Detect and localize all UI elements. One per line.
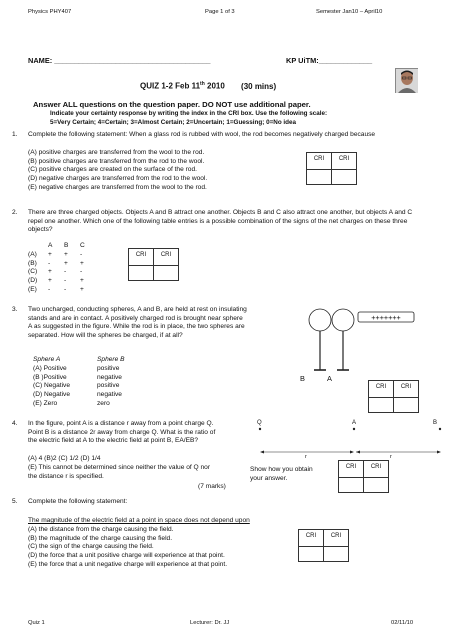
header-semester: Semester Jan10 – April10 <box>316 9 383 15</box>
arrow-head <box>350 451 354 454</box>
q2-cri-label-1: CRI <box>129 249 154 266</box>
q3-col-a: Sphere A <box>33 356 61 363</box>
q1-stem: Complete the following statement: When a glass rod is rubbed with wool, the rod becomes negatively charged because <box>28 131 376 138</box>
sphere-b <box>309 309 331 331</box>
point-b-dot <box>439 428 441 430</box>
q3-number: 3. <box>12 306 18 313</box>
q3-option: (D) Negative negative <box>33 391 122 399</box>
q1-option-c: (C) positive charges are created on the surface of the rod. <box>28 166 197 174</box>
q2-row: (C) + - - <box>28 268 83 276</box>
q4-show-work: Show how you obtain your answer. <box>250 466 313 482</box>
q4-marks: (7 marks) <box>198 483 226 490</box>
q4-label-q: Q <box>257 420 262 426</box>
arrow-head <box>260 451 264 454</box>
charge-q-dot <box>259 428 261 430</box>
q5-option-e: (E) the force that a unit negative charge will experience at that point. <box>28 560 228 568</box>
instruction-cri: Indicate your certainty response by writing the index in the CRI box. Use the following scale: <box>50 110 328 117</box>
q4-number: 4. <box>12 420 18 427</box>
name-field-label: NAME: ______________________________________ <box>28 56 211 65</box>
arrow-head <box>356 451 360 454</box>
q4-label-b: B <box>433 420 438 426</box>
q2-sign-table <box>28 242 96 295</box>
q2-col-c: C <box>80 242 85 249</box>
q4-cri-input-1[interactable] <box>339 478 364 493</box>
q2-row: (D) + - + <box>28 277 84 285</box>
header-page: Page 1 of 3 <box>205 9 235 15</box>
q2-number: 2. <box>12 209 18 216</box>
q1-number: 1. <box>12 131 18 138</box>
q1-cri-label-1: CRI <box>307 153 332 170</box>
q3-cri-box <box>368 380 419 413</box>
q2-cri-label-2: CRI <box>154 249 179 266</box>
q2-stem: There are three charged objects. Objects A and B attract one another. Objects B and C also attract one another, but objects A and C repel one another. Which one of the following table entries is a possible combination of the signs of the net charges on these three objects? <box>28 209 413 234</box>
q5-cri-label-2: CRI <box>324 530 349 547</box>
q3-spheres-figure <box>290 300 450 380</box>
q3-stem: Two uncharged, conducting spheres, A and B, are held at rest on insulating stands and are in contact. A positively charged rod is brought near sphere A as suggested in the figure. While the rod is in place, the two spheres are separated. How will the spheres be charged, if at all? <box>28 306 247 340</box>
q2-col-b: B <box>64 242 69 249</box>
q4-stem: In the figure, point A is a distance r away from a point charge Q. Point B is a distance 2r away from charge Q. What is the ratio of the electric field at A to the electric field at point B, EA/EB? <box>28 420 216 445</box>
q2-col-a: A <box>48 242 53 249</box>
q5-option-a: (A) the distance from the charge causing the field. <box>28 526 174 533</box>
q3-label-a: A <box>327 374 332 383</box>
certainty-scale: 5=Very Certain; 4=Certain; 3=Almost Certain; 2=Uncertain; 1=Guessing; 0=No idea <box>50 119 297 126</box>
q5-option-c: (C) the sign of the charge causing the field. <box>28 543 154 551</box>
q5-option-b: (B) the magnitude of the charge causing the field. <box>28 534 173 542</box>
q5-option-d: (D) the force that a unit positive charge will experience at that point. <box>28 552 225 560</box>
footer-left: Quiz 1 <box>28 620 45 626</box>
q3-option: (B )Positive negative <box>33 373 122 381</box>
q2-cri-input-1[interactable] <box>129 266 154 281</box>
q4-label-r1: r <box>305 454 307 460</box>
q5-cri-label-1: CRI <box>299 530 324 547</box>
q4-cri-input-2[interactable] <box>364 478 389 493</box>
q4-cri-label-2: CRI <box>364 461 389 478</box>
q2-row: (B) - + + <box>28 259 84 267</box>
quiz-duration: (30 mins) <box>241 81 277 91</box>
q5-options <box>28 526 328 570</box>
q5-cri-input-1[interactable] <box>299 547 324 562</box>
q4-cri-label-1: CRI <box>339 461 364 478</box>
q3-option: (A) Positive positive <box>33 365 120 372</box>
q1-option-a: (A) positive charges are transferred from the wool to the rod. <box>28 149 205 156</box>
portrait-icon <box>396 69 418 93</box>
q4-label-r2: r <box>390 454 392 460</box>
q3-col-b: Sphere B <box>97 356 125 363</box>
quiz-title-year: 2010 <box>204 81 225 91</box>
q5-number: 5. <box>12 498 18 505</box>
q3-label-b: B <box>300 374 305 383</box>
q3-options <box>33 365 163 409</box>
footer-date: 02/11/10 <box>391 620 414 626</box>
student-photo <box>395 68 418 93</box>
q2-row: (A) + + - <box>28 250 83 258</box>
instruction-main: Answer ALL questions on the question paper. DO NOT use additional paper. <box>33 100 311 109</box>
quiz-title <box>140 81 276 92</box>
header-course: Physics PHY407 <box>28 9 72 15</box>
q1-option-d: (D) negative charges are transferred from the rod to the wool. <box>28 175 208 183</box>
q3-option: (C) Negative positive <box>33 382 120 390</box>
arrow-head <box>437 451 441 454</box>
q1-cri-input-2[interactable] <box>332 170 357 185</box>
sphere-a <box>332 309 354 331</box>
q1-cri-label-2: CRI <box>332 153 357 170</box>
point-a-dot <box>353 428 355 430</box>
q3-cri-input-2[interactable] <box>394 398 419 413</box>
quiz-title-text: QUIZ 1-2 Feb 11 <box>140 81 201 91</box>
rod-charge-signs: +++++++ <box>371 313 401 322</box>
q1-options <box>28 149 313 193</box>
q2-cri-box <box>128 248 179 281</box>
q3-cri-input-1[interactable] <box>369 398 394 413</box>
q3-cri-label-2: CRI <box>394 381 419 398</box>
q1-cri-input-1[interactable] <box>307 170 332 185</box>
q4-options-line: (A) 4 (B)2 (C) 1/2 (D) 1/4 <box>28 455 101 462</box>
q1-option-b: (B) positive charges are transferred from the rod to the wool. <box>28 157 205 165</box>
q5-cri-input-2[interactable] <box>324 547 349 562</box>
q3-option: (E) Zero zero <box>33 399 110 407</box>
q5-statement: The magnitude of the electric field at a point in space does not depend upon <box>28 517 250 524</box>
q4-option-e: (E) This cannot be determined since neither the value of Q nor the distance r is specified. <box>28 464 211 480</box>
q4-label-a: A <box>352 420 357 426</box>
q2-cri-input-2[interactable] <box>154 266 179 281</box>
q4-cri-box <box>338 460 389 493</box>
kp-field-label: KP UiTM:_____________ <box>286 56 373 65</box>
q2-row: (E) - - + <box>28 285 84 293</box>
q5-stem: Complete the following statement: <box>28 498 128 505</box>
q3-cri-label-1: CRI <box>369 381 394 398</box>
quiz-title-sup: th <box>200 81 205 87</box>
q1-cri-box <box>306 152 357 185</box>
q5-cri-box <box>298 529 349 562</box>
q1-option-e: (E) negative charges are transferred from the wool to the rod. <box>28 183 207 191</box>
footer-lecturer: Lecturer: Dr. JJ <box>190 620 230 626</box>
